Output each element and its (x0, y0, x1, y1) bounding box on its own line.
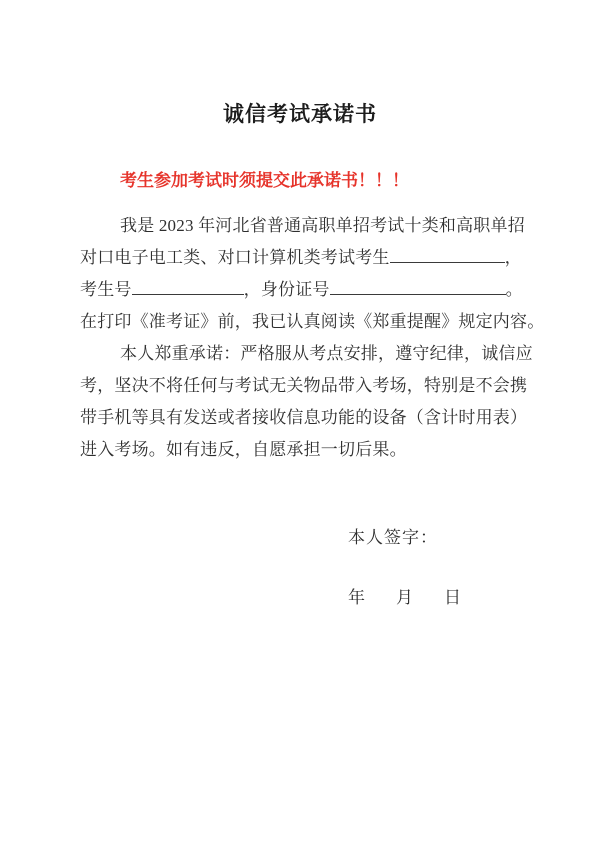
document-title: 诚信考试承诺书 (223, 103, 377, 126)
paragraph1-line3-punct2: 。 (505, 280, 523, 299)
paragraph1-line3-punct1: ， (243, 280, 261, 299)
date-line (348, 586, 600, 610)
date-month-label: 月 (396, 588, 413, 607)
paragraph1-line1: 我是 2023 年河北省普通高职单招考试十类和高职单招 (120, 216, 525, 235)
document-body (80, 210, 545, 466)
paragraph2-line1: 本人郑重承诺：严格服从考点安排，遵守纪律，诚信应 (120, 344, 533, 363)
paragraph1-line3 (80, 274, 523, 306)
notice-red-text: 考生参加考试时须提交此承诺书！！！ (120, 171, 409, 190)
candidate-number-label: 考生号 (80, 280, 132, 299)
signature-label: 本人签字： (348, 528, 438, 547)
paragraph2-line3: 带手机等具有发送或者接收信息功能的设备（含计时用表） (80, 408, 528, 427)
paragraph1-line2-text: 对口电子电工类、对口计算机类考试考生 (80, 248, 390, 267)
paragraph1-line2-punct: ， (504, 248, 522, 267)
date-day-label: 日 (444, 588, 461, 607)
paragraph1-line2 (80, 242, 520, 274)
paragraph1-line4: 在打印《准考证》前，我已认真阅读《郑重提醒》规定内容。 (80, 312, 545, 331)
date-year-label: 年 (348, 588, 365, 607)
paragraph2-line4: 进入考场。如有违反，自愿承担一切后果。 (80, 440, 407, 459)
id-number-blank (330, 276, 506, 295)
id-number-label: 身份证号 (260, 280, 330, 299)
paragraph2-line2: 考，坚决不将任何与考试无关物品带入考场，特别是不会携 (80, 376, 528, 395)
candidate-number-blank (132, 276, 244, 295)
candidate-name-blank (390, 244, 505, 263)
